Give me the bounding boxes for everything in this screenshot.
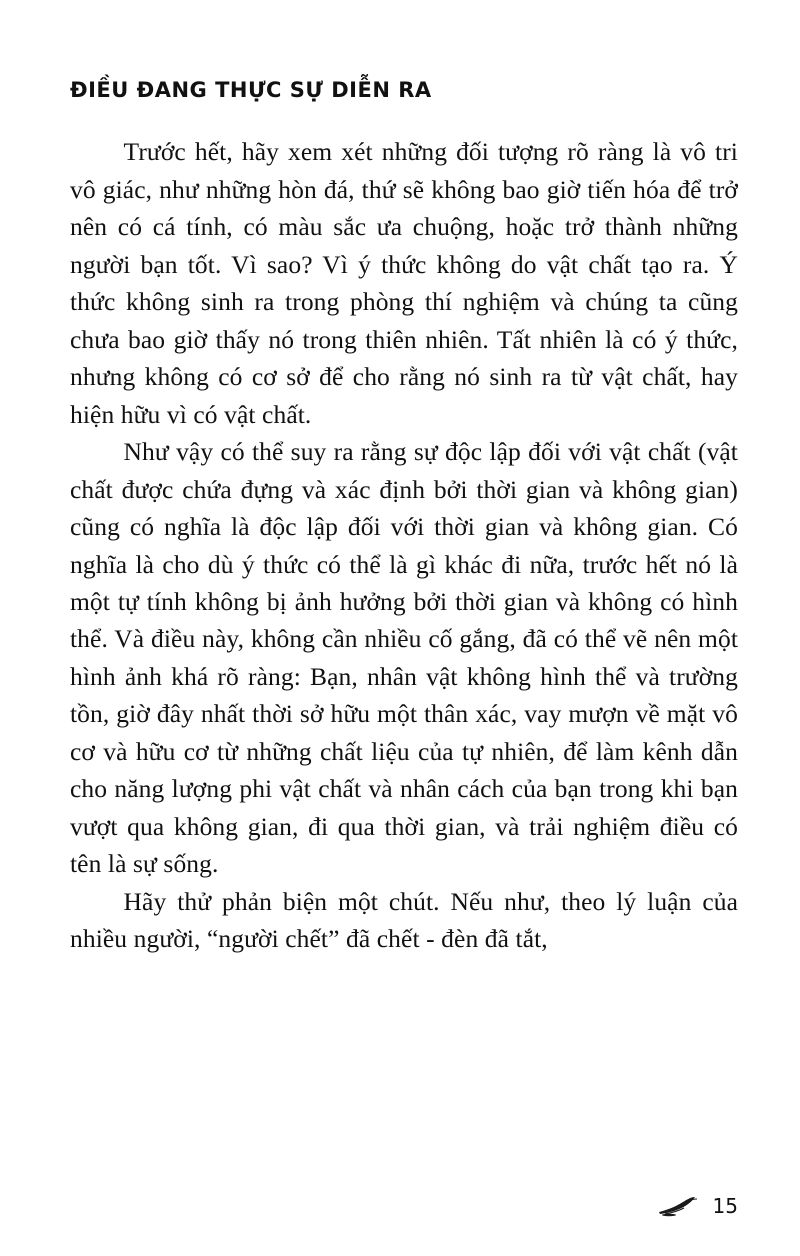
page-footer (657, 1194, 738, 1218)
page-body (70, 133, 738, 958)
bird-ornament-icon (657, 1195, 703, 1217)
paragraph: Trước hết, hãy xem xét những đối tượng rõ ràng là vô tri vô giác, như những hòn đá, thứ sẽ không bao giờ tiến hóa để trở nên có cá tính, có màu sắc ưa chuộng, hoặc trở thành những người bạn tốt. Vì sao? Vì ý thức không do vật chất tạo ra. Ý thức không sinh ra trong phòng thí nghiệm và chúng ta cũng chưa bao giờ thấy nó trong thiên nhiên. Tất nhiên là có ý thức, nhưng không có cơ sở để cho rằng nó sinh ra từ vật chất, hay hiện hữu vì có vật chất. (70, 137, 738, 429)
page-number: 15 (712, 1194, 738, 1218)
page-title: ĐIỀU ĐANG THỰC SỰ DIỄN RA (70, 78, 432, 102)
paragraph: Như vậy có thể suy ra rằng sự độc lập đối với vật chất (vật chất được chứa đựng và xác định bởi thời gian và không gian) cũng có nghĩa là độc lập đối với thời gian và không gian. Có nghĩa là cho dù ý thức có thể là gì khác đi nữa, trước hết nó là một tự tính không bị ảnh hưởng bởi thời gian và không có hình thể. Và điều này, không cần nhiều cố gắng, đã có thể vẽ nên một hình ảnh khá rõ ràng: Bạn, nhân vật không hình thể và trường tồn, giờ đây nhất thời sở hữu một thân xác, vay mượn về mặt vô cơ và hữu cơ từ những chất liệu của tự nhiên, để làm kênh dẫn cho năng lượng phi vật chất và nhân cách của bạn trong khi bạn vượt qua không gian, đi qua thời gian, và trải nghiệm điều có tên là sự sống. (70, 437, 738, 879)
paragraph: Hãy thử phản biện một chút. Nếu như, theo lý luận của nhiều người, “người chết” đã chết - đèn đã tắt, (70, 886, 738, 954)
